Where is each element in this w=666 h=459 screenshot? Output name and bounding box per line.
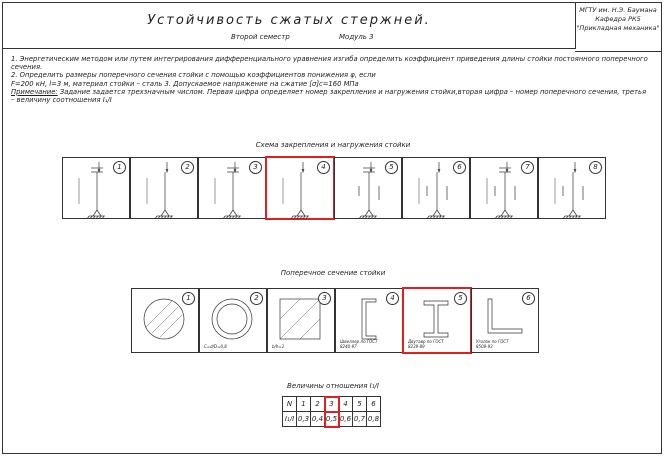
scheme-number: 7 (521, 161, 534, 174)
task-text (11, 55, 651, 104)
section-number: 2 (250, 292, 263, 305)
ratio-row-values (283, 412, 381, 427)
ratio-n-cell: 5 (353, 397, 367, 412)
scheme-number: 2 (181, 161, 194, 174)
scheme-number: 6 (453, 161, 466, 174)
ratio-caption: Величины отношения I₁/I (287, 382, 379, 390)
department-name: Кафедра РК5 (595, 15, 641, 23)
scheme-4[interactable] (266, 157, 334, 219)
task-item-2: 2. Определить размеры поперечного сечения стойки с помощью коэффициентов понижения φ, если (11, 71, 376, 80)
semester-label: Второй семестр (231, 33, 290, 41)
section-number: 6 (522, 292, 535, 305)
section-label: Двутавр по ГОСТ 8239-89 (408, 339, 444, 349)
scheme-5[interactable] (334, 157, 402, 219)
ratio-row-n (283, 397, 381, 412)
section-1[interactable] (131, 288, 199, 353)
section-label: Уголок по ГОСТ 8509-93 (476, 339, 509, 349)
ratio-value-cell: 0,7 (353, 412, 367, 427)
section-6[interactable] (471, 288, 539, 353)
discipline-name: "Прикладная механика" (576, 24, 660, 32)
scheme-number: 5 (385, 161, 398, 174)
section-number: 1 (182, 292, 195, 305)
ratio-row-label: I₁/I (283, 412, 297, 427)
note-label: Примечание: (11, 87, 58, 96)
sections-row (131, 288, 539, 353)
scheme-3[interactable] (198, 157, 266, 219)
section-number: 5 (454, 292, 467, 305)
scheme-1[interactable] (62, 157, 130, 219)
section-number: 3 (318, 292, 331, 305)
scheme-8[interactable] (538, 157, 606, 219)
university-name: МГТУ им. Н.Э. Баумана (579, 6, 657, 14)
ratio-n-cell: 2 (311, 397, 325, 412)
task-data: F=200 кН, l=3 м, материал стойки – сталь 3. Допускаемое напряжение на сжатие [σ]с=160 МПа (11, 79, 359, 88)
note-text: Задание задается трехзначным числом. Первая цифра определяет номер закрепления и нагружения стойки,вторая цифра – номер поперечного сечения, третья – величину соотношения I₁/I (11, 87, 647, 105)
ratio-n-cell: 1 (297, 397, 311, 412)
ratio-value-cell: 0,4 (311, 412, 325, 427)
task-note (11, 88, 651, 104)
section-3[interactable] (267, 288, 335, 353)
ratio-value-cell: 0,8 (367, 412, 381, 427)
section-label: C=d/D=0,8 (204, 344, 227, 349)
ratio-table (282, 396, 381, 427)
section-2[interactable] (199, 288, 267, 353)
section-label: b/h=1 (272, 344, 285, 349)
title-block (3, 3, 576, 49)
section-number: 4 (386, 292, 399, 305)
schemes-caption: Схема закрепления и нагружения стойки (255, 141, 411, 149)
ratio-row-label: N (283, 397, 297, 412)
scheme-number: 3 (249, 161, 262, 174)
scheme-number: 4 (317, 161, 330, 174)
scheme-2[interactable] (130, 157, 198, 219)
section-label: Швеллер по ГОСТ 8240-97 (340, 339, 378, 349)
module-label: Модуль 3 (339, 33, 374, 41)
section-5[interactable] (403, 288, 471, 353)
ratio-n-cell: 6 (367, 397, 381, 412)
ratio-n-cell: 3 (325, 397, 339, 412)
ratio-value-cell: 0,5 (325, 412, 339, 427)
scheme-number: 1 (113, 161, 126, 174)
ratio-value-cell: 0,6 (339, 412, 353, 427)
sheet (2, 2, 662, 454)
section-4[interactable] (335, 288, 403, 353)
scheme-6[interactable] (402, 157, 470, 219)
page-title: Устойчивость сжатых стержней. (147, 13, 431, 28)
scheme-number: 8 (589, 161, 602, 174)
ratio-value-cell: 0,3 (297, 412, 311, 427)
university-block (575, 3, 661, 52)
schemes-row (62, 157, 606, 219)
task-item-1: 1. Энергетическим методом или путем интегрирования дифференциального уравнения изгиба определить коэффициент приведения длины стойки постоянного поперечного сечения. (11, 55, 648, 72)
scheme-7[interactable] (470, 157, 538, 219)
sections-caption: Поперечное сечение стойки (280, 269, 386, 277)
ratio-n-cell: 4 (339, 397, 353, 412)
